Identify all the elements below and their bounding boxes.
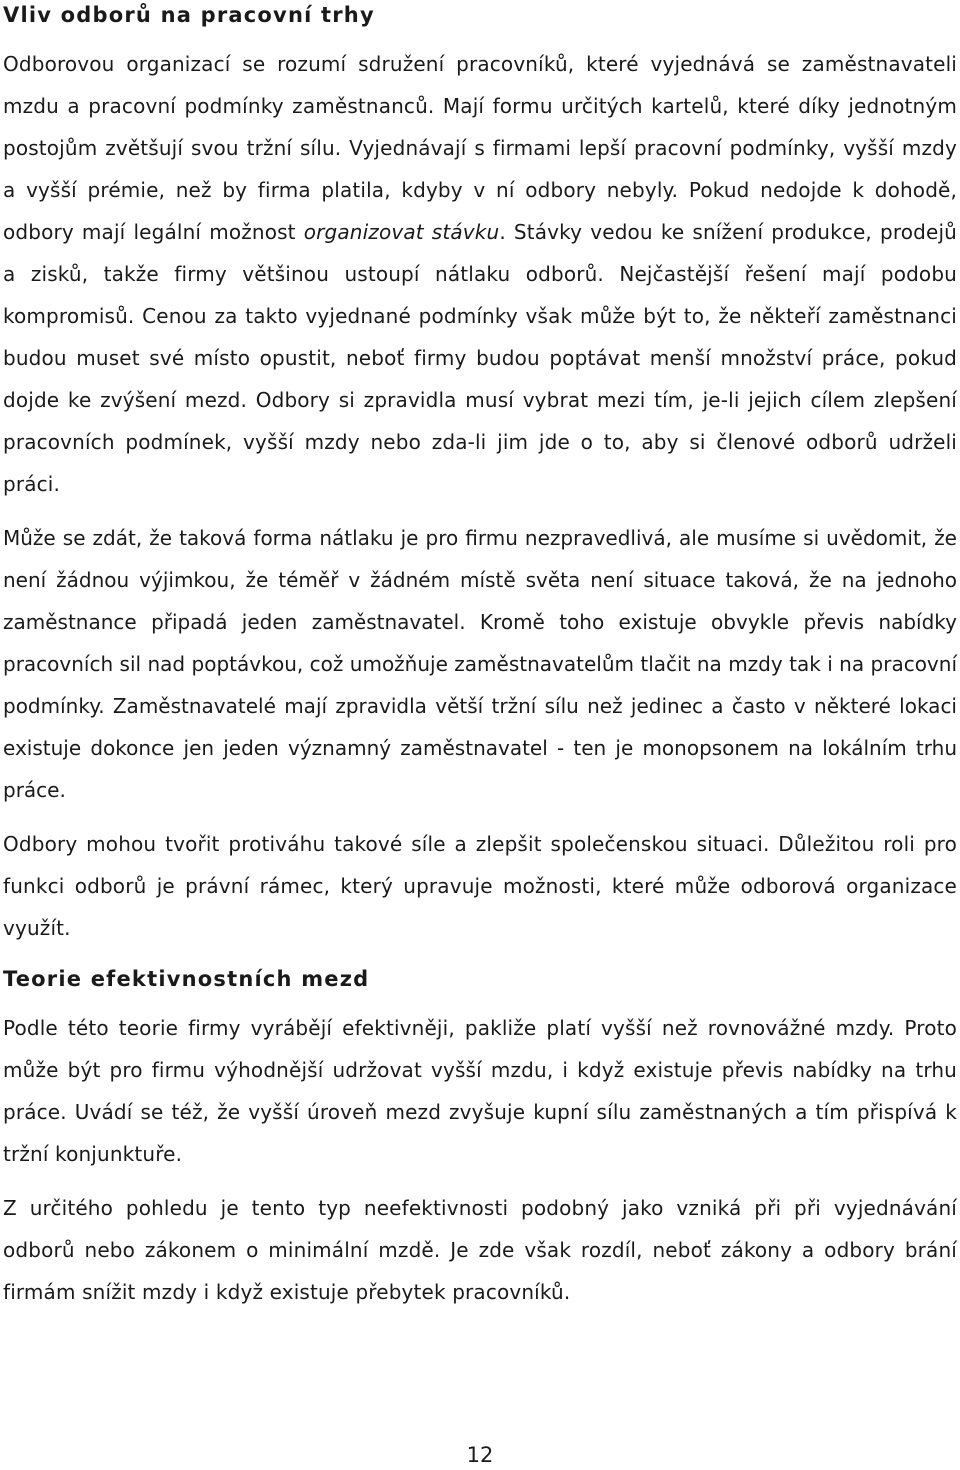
document-page bbox=[3, 0, 957, 1325]
page-number: 12 bbox=[466, 1443, 494, 1467]
section-heading-unions: Vliv odborů na pracovní trhy bbox=[3, 3, 375, 27]
paragraph-efficiency-theory: Podle této teorie firmy vyrábějí efektivněji, pakliže platí vyšší než rovnovážné mzdy. Proto může být pro firmu výhodnější udržovat vyšší mzdu, i když existuje převis nabídky na trhu práce. Uvádí se též, že vyšší úroveň mezd zvyšuje kupní sílu zaměstnaných a tím přispívá k tržní konjunktuře. bbox=[3, 1016, 957, 1166]
emphasis-strike: organizovat stávku bbox=[303, 220, 500, 244]
paragraph-counterweight: Odbory mohou tvořit protiváhu takové síle a zlepšit společenskou situaci. Důležitou roli pro funkci odborů je právní rámec, který upravuje možnosti, které může odborová organizace využít. bbox=[3, 832, 957, 940]
paragraph-text: . Stávky vedou ke snížení produkce, prodejů a zisků, takže firmy většinou ustoupí nátlaku odborů. Nejčastější řešení mají podobu kompromisů. Cenou za takto vyjednané podmínky však může být to, že někteří zaměstnanci budou muset své místo opustit, neboť firmy budou poptávat menší množství práce, pokud dojde ke zvýšení mezd. Odbory si zpravidla musí vybrat mezi tím, je-li jejich cílem zlepšení pracovních podmínek, vyšší mzdy nebo zda-li jim jde o to, aby si členové odborů udrželi práci. bbox=[3, 220, 958, 496]
paragraph-market-power: Může se zdát, že taková forma nátlaku je pro firmu nezpravedlivá, ale musíme si uvědomit, že není žádnou výjimkou, že téměř v žádném místě světa není situace taková, že na jednoho zaměstnance připadá jeden zaměstnavatel. Kromě toho existuje obvykle převis nabídky pracovních sil nad poptávkou, což umožňuje zaměstnavatelům tlačit na mzdy tak i na pracovní podmínky. Zaměstnavatelé mají zpravidla větší tržní sílu než jedinec a často v některé lokaci existuje dokonce jen jeden významný zaměstnavatel - ten je monopsonem na lokálním trhu práce. bbox=[3, 526, 957, 802]
paragraph-inefficiency-comparison: Z určitého pohledu je tento typ neefektivnosti podobný jako vzniká při při vyjednávání odborů nebo zákonem o minimální mzdě. Je zde však rozdíl, neboť zákony a odbory brání firmám snížit mzdy i když existuje přebytek pracovníků. bbox=[3, 1196, 957, 1304]
section-heading-efficiency-wages: Teorie efektivnostních mezd bbox=[3, 967, 370, 991]
paragraph-text: Odborovou organizací se rozumí sdružení pracovníků, které vyjednává se zaměstnavateli mzdu a pracovní podmínky zaměstnanců. Mají formu určitých kartelů, které díky jednotným postojům zvětšují svou tržní sílu. Vyjednávají s firmami lepší pracovní podmínky, vyšší mzdy a vyšší prémie, než by firma platila, kdyby v ní odbory nebyly. Pokud nedojde k dohodě, odbory mají legální možnost bbox=[3, 52, 957, 244]
paragraph-unions-definition bbox=[3, 43, 957, 505]
